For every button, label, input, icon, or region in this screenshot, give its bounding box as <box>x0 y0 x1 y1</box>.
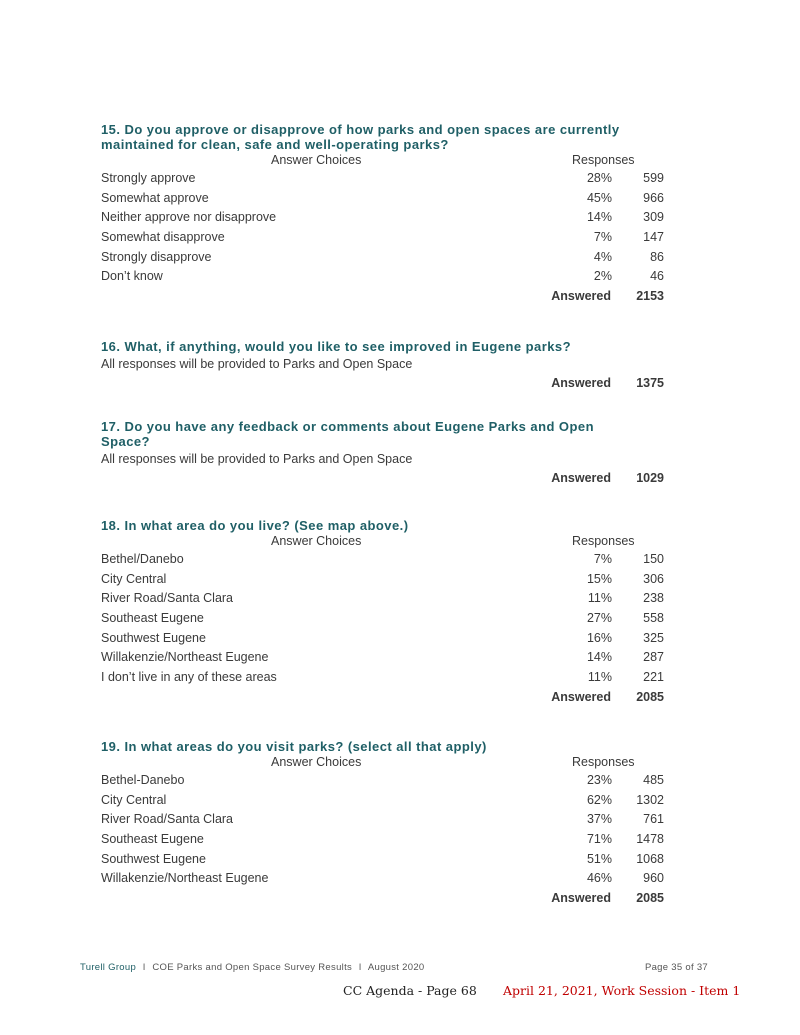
answer-row <box>101 609 665 629</box>
answer-label: River Road/Santa Clara <box>101 812 234 827</box>
answer-count: 599 <box>643 171 664 185</box>
answer-row <box>101 267 665 287</box>
answer-row <box>101 248 665 268</box>
answered-label: Answered <box>551 471 611 485</box>
answer-percent: 71% <box>586 832 612 847</box>
answer-row <box>101 771 665 791</box>
answered-row <box>101 889 665 909</box>
page-number: Page 35 of 37 <box>644 962 708 973</box>
answer-count: 221 <box>643 670 664 685</box>
answer-percent: 14% <box>586 650 612 665</box>
answer-rows <box>101 771 665 889</box>
answered-label: Answered <box>551 891 611 906</box>
answered-row <box>101 688 665 708</box>
answer-label: Strongly disapprove <box>101 249 212 264</box>
answer-label: River Road/Santa Clara <box>101 591 234 606</box>
answer-percent: 37% <box>586 812 612 827</box>
footer-date: August 2020 <box>367 962 425 973</box>
answered-row <box>101 469 665 489</box>
question-19 <box>101 739 665 909</box>
answer-row <box>101 791 665 811</box>
answer-count: 46 <box>650 269 664 284</box>
footer-title: COE Parks and Open Space Survey Results <box>152 962 353 973</box>
answer-choices-header: Answer Choices <box>271 153 362 167</box>
question-title: 15. Do you approve or disapprove of how parks and open spaces are currently maintained for clean, safe and well-operating parks? <box>101 122 620 152</box>
answer-percent: 14% <box>586 210 612 225</box>
responses-header: Responses <box>572 534 635 548</box>
answer-count: 966 <box>643 190 664 205</box>
question-title: 16. What, if anything, would you like to see improved in Eugene parks? <box>101 339 571 354</box>
footer-separator: l <box>359 962 362 973</box>
answer-rows <box>101 169 665 287</box>
answer-choices-header: Answer Choices <box>271 755 362 769</box>
answer-row <box>101 810 665 830</box>
answer-label: Bethel-Danebo <box>101 773 185 787</box>
answered-row <box>101 374 665 394</box>
answer-row <box>101 189 665 209</box>
answer-label: Somewhat approve <box>101 190 209 205</box>
answer-count: 287 <box>643 650 664 665</box>
table-header <box>101 533 665 550</box>
answer-count: 558 <box>643 611 664 626</box>
answer-percent: 46% <box>586 871 612 886</box>
answer-percent: 15% <box>586 571 612 586</box>
responses-note: All responses will be provided to Parks and Open Space <box>101 357 413 371</box>
answer-count: 1302 <box>636 792 664 807</box>
answer-label: Bethel/Danebo <box>101 552 184 566</box>
answer-percent: 2% <box>593 269 612 284</box>
answer-label: Strongly approve <box>101 171 196 185</box>
answer-label: Southwest Eugene <box>101 630 206 645</box>
answered-label: Answered <box>551 689 611 704</box>
answer-label: Somewhat disapprove <box>101 230 225 245</box>
answer-percent: 27% <box>586 611 612 626</box>
table-header <box>101 152 665 169</box>
answer-label: Neither approve nor disapprove <box>101 210 277 225</box>
answer-percent: 23% <box>586 773 612 787</box>
answer-label: Southeast Eugene <box>101 611 204 626</box>
page-footer <box>80 962 708 973</box>
answer-count: 238 <box>643 591 664 606</box>
answer-count: 306 <box>643 571 664 586</box>
answer-row <box>101 869 665 889</box>
answer-count: 150 <box>643 552 664 566</box>
agenda-page: CC Agenda - Page 68 <box>343 983 477 998</box>
answer-row <box>101 570 665 590</box>
answer-row <box>101 550 665 570</box>
answer-count: 761 <box>643 812 664 827</box>
answer-row <box>101 169 665 189</box>
question-18 <box>101 518 665 708</box>
answered-count: 2153 <box>636 289 664 304</box>
answer-count: 86 <box>650 249 664 264</box>
answer-label: Don’t know <box>101 269 163 284</box>
question-17 <box>101 419 665 489</box>
answered-label: Answered <box>551 289 611 304</box>
answer-percent: 4% <box>593 249 612 264</box>
answer-label: Willakenzie/Northeast Eugene <box>101 871 269 886</box>
answer-choices-header: Answer Choices <box>271 534 362 548</box>
answered-count: 1029 <box>636 471 664 485</box>
answer-row <box>101 208 665 228</box>
answer-row <box>101 668 665 688</box>
answer-label: City Central <box>101 571 167 586</box>
question-15 <box>101 122 665 307</box>
agenda-item: April 21, 2021, Work Session - Item 1 <box>503 983 741 998</box>
answer-percent: 62% <box>586 792 612 807</box>
answer-row <box>101 648 665 668</box>
answer-count: 485 <box>643 773 664 787</box>
answer-row <box>101 850 665 870</box>
answer-count: 309 <box>643 210 664 225</box>
answer-percent: 16% <box>586 630 612 645</box>
answered-count: 2085 <box>636 891 664 906</box>
footer-org: Turell Group <box>80 962 137 973</box>
responses-header: Responses <box>572 153 635 167</box>
answer-count: 1068 <box>636 851 664 866</box>
answered-row <box>101 287 665 307</box>
answered-label: Answered <box>551 376 611 390</box>
answer-rows <box>101 550 665 688</box>
answer-row <box>101 589 665 609</box>
answer-row <box>101 228 665 248</box>
answer-count: 147 <box>643 230 664 245</box>
answer-label: I don’t live in any of these areas <box>101 670 277 685</box>
answer-percent: 7% <box>593 230 612 245</box>
answered-count: 1375 <box>636 376 664 390</box>
answer-percent: 11% <box>587 670 612 685</box>
answer-label: Southwest Eugene <box>101 851 206 866</box>
answer-label: Willakenzie/Northeast Eugene <box>101 650 269 665</box>
answer-row <box>101 830 665 850</box>
table-header <box>101 754 665 771</box>
answer-count: 960 <box>643 871 664 886</box>
responses-note: All responses will be provided to Parks and Open Space <box>101 452 413 466</box>
answer-percent: 51% <box>586 851 612 866</box>
answer-count: 1478 <box>636 832 664 847</box>
question-title: 19. In what areas do you visit parks? (select all that apply) <box>101 739 487 754</box>
answer-percent: 11% <box>587 591 612 606</box>
answer-percent: 45% <box>586 190 612 205</box>
answered-count: 2085 <box>636 689 664 704</box>
responses-header: Responses <box>572 755 635 769</box>
answer-label: Southeast Eugene <box>101 832 204 847</box>
question-title: 18. In what area do you live? (See map above.) <box>101 518 409 533</box>
question-title: 17. Do you have any feedback or comments about Eugene Parks and Open Space? <box>101 419 594 449</box>
answer-count: 325 <box>643 630 664 645</box>
answer-percent: 28% <box>586 171 612 185</box>
footer-separator: l <box>143 962 146 973</box>
answer-row <box>101 629 665 649</box>
answer-percent: 7% <box>593 552 612 566</box>
answer-label: City Central <box>101 792 167 807</box>
question-16 <box>101 339 665 394</box>
